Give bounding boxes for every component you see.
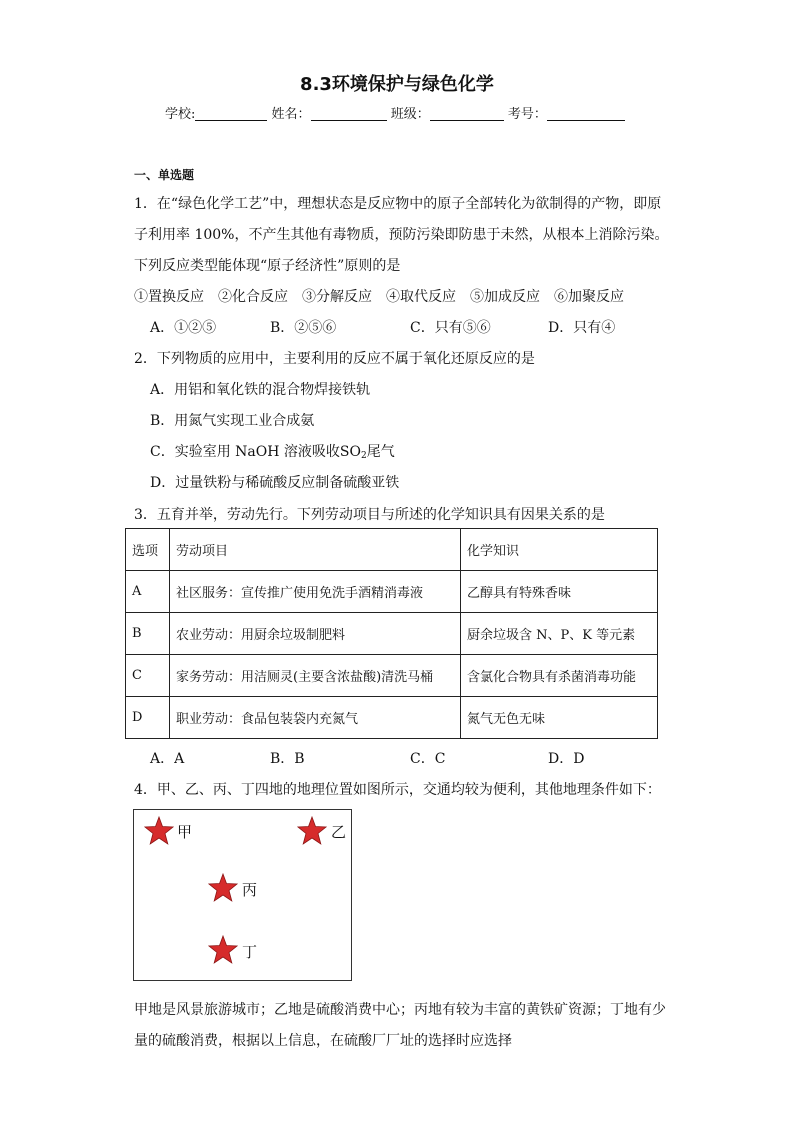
row-labor: 社区服务：宣传推广使用免洗手酒精消毒液 xyxy=(170,571,461,613)
place-jia: 甲 xyxy=(177,823,193,841)
name-blank[interactable] xyxy=(311,106,387,121)
row-knowledge: 氮气无色无味 xyxy=(461,697,658,739)
q2-option-a[interactable]: A．用铝和氧化铁的混合物焊接铁轨 xyxy=(150,382,371,398)
class-blank[interactable] xyxy=(430,106,504,121)
q1-line1: 1．在“绿色化学工艺”中，理想状态是反应物中的原子全部转化为欲制得的产物，即原 xyxy=(134,196,662,212)
place-ding: 丁 xyxy=(242,943,258,961)
q1-reaction-types: ①置换反应 ②化合反应 ③分解反应 ④取代反应 ⑤加成反应 ⑥加聚反应 xyxy=(134,289,624,305)
star-icon xyxy=(297,816,327,846)
row-option: D xyxy=(126,697,170,739)
q1-option-a[interactable]: A．①②⑤ xyxy=(150,320,217,336)
number-blank[interactable] xyxy=(547,106,625,121)
q1-option-d[interactable]: D．只有④ xyxy=(548,320,616,336)
q2-option-c[interactable] xyxy=(150,441,395,461)
q2-stem: 2．下列物质的应用中，主要利用的反应不属于氧化还原反应的是 xyxy=(134,351,535,367)
table-header-row xyxy=(126,529,658,571)
q2-option-d[interactable]: D．过量铁粉与稀硫酸反应制备硫酸亚铁 xyxy=(150,475,400,491)
q2-option-b[interactable]: B．用氮气实现工业合成氨 xyxy=(150,413,315,429)
q3-option-b[interactable]: B．B xyxy=(270,751,305,767)
q2-option-c-subscript: 2 xyxy=(360,451,367,461)
row-labor: 农业劳动：用厨余垃圾制肥料 xyxy=(170,613,461,655)
row-labor: 职业劳动：食品包装袋内充氮气 xyxy=(170,697,461,739)
q2-option-c-text: C．实验室用 NaOH 溶液吸收SO xyxy=(150,444,361,460)
q3-option-d[interactable]: D．D xyxy=(548,751,585,767)
place-bing: 丙 xyxy=(242,881,258,899)
q1-line3: 下列反应类型能体现“原子经济性”原则的是 xyxy=(134,258,401,274)
q1-option-b[interactable]: B．②⑤⑥ xyxy=(270,320,337,336)
q4-stem: 4．甲、乙、丙、丁四地的地理位置如图所示，交通均较为便利，其他地理条件如下： xyxy=(134,782,661,798)
star-icon xyxy=(208,935,238,965)
q1-options xyxy=(150,317,615,337)
row-labor: 家务劳动：用洁厕灵(主要含浓盐酸)清洗马桶 xyxy=(170,655,461,697)
row-knowledge: 含氯化合物具有杀菌消毒功能 xyxy=(461,655,658,697)
table-row xyxy=(126,571,658,613)
row-option: C xyxy=(126,655,170,697)
q2-option-c-suffix: 尾气 xyxy=(366,444,395,460)
q1-line2: 子利用率 100%，不产生其他有毒物质，预防污染即防患于未然，从根本上消除污染。 xyxy=(134,227,669,243)
q3-table xyxy=(125,528,658,739)
q3-stem: 3．五育并举，劳动先行。下列劳动项目与所述的化学知识具有因果关系的是 xyxy=(134,507,605,523)
place-yi: 乙 xyxy=(331,823,347,841)
location-map xyxy=(133,809,352,981)
q3-option-c[interactable]: C．C xyxy=(410,751,446,767)
school-label: 学校: xyxy=(165,107,196,122)
q1-option-c[interactable]: C．只有⑤⑥ xyxy=(410,320,491,336)
row-knowledge: 厨余垃圾含 N、P、K 等元素 xyxy=(461,613,658,655)
header-option: 选项 xyxy=(126,529,170,571)
star-icon xyxy=(144,816,174,846)
table-row xyxy=(126,697,658,739)
section-heading: 一、单选题 xyxy=(134,168,195,182)
student-info xyxy=(165,103,625,122)
q3-options xyxy=(150,748,584,768)
page-title: 8.3环境保护与绿色化学 xyxy=(300,74,494,95)
name-label: 姓名： xyxy=(271,107,311,122)
header-labor-project: 劳动项目 xyxy=(170,529,461,571)
table-row xyxy=(126,613,658,655)
q3-option-a[interactable]: A．A xyxy=(150,751,185,767)
row-option: B xyxy=(126,613,170,655)
q4-line1: 甲地是风景旅游城市；乙地是硫酸消费中心；丙地有较为丰富的黄铁矿资源；丁地有少 xyxy=(134,1002,666,1018)
table-row xyxy=(126,655,658,697)
row-knowledge: 乙醇具有特殊香味 xyxy=(461,571,658,613)
number-label: 考号： xyxy=(507,107,547,122)
school-blank[interactable] xyxy=(195,106,267,121)
star-icon xyxy=(208,873,238,903)
header-chem-knowledge: 化学知识 xyxy=(461,529,658,571)
row-option: A xyxy=(126,571,170,613)
q4-line2: 量的硫酸消费，根据以上信息，在硫酸厂厂址的选择时应选择 xyxy=(134,1033,512,1049)
class-label: 班级： xyxy=(390,107,430,122)
